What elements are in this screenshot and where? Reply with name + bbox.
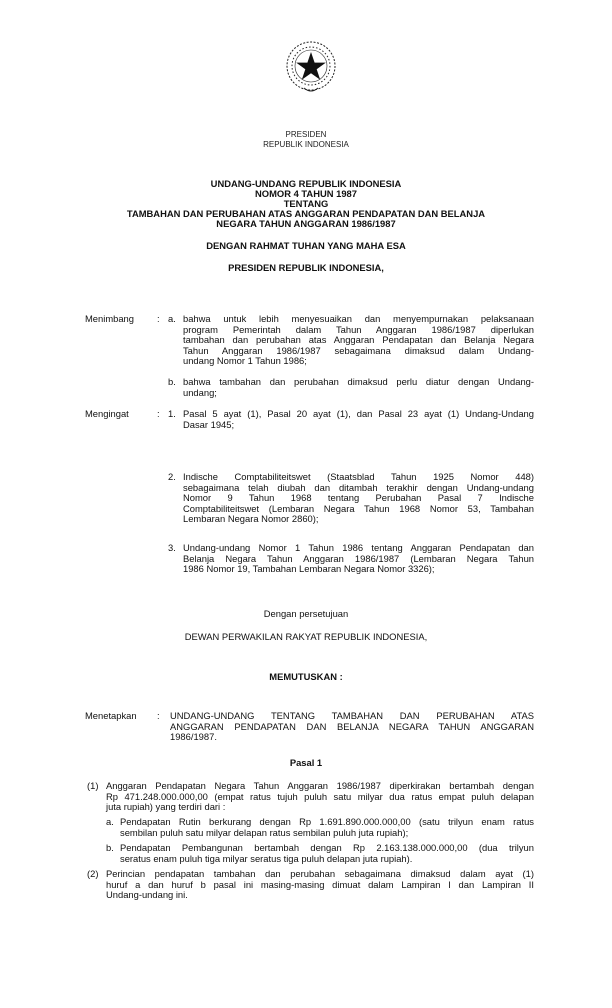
text-line: seratus enam puluh tiga milyar seratus tiga puluh delapan juta rupiah).	[120, 852, 413, 864]
decision-heading: MEMUTUSKAN :	[269, 671, 343, 682]
text-line: Pasal 5 ayat (1), Pasal 20 ayat (1), dan Pasal 23 ayat (1) Undang-Undang	[183, 408, 534, 419]
ayat-2-text	[106, 869, 534, 901]
ayat-1-b-marker: b.	[106, 842, 114, 853]
ayat-1-a-marker: a.	[106, 816, 114, 827]
letterhead-line2: REPUBLIK INDONESIA	[263, 140, 349, 149]
text-line: bahwa tambahan dan perubahan dimaksud perlu diatur dengan Undang-	[183, 376, 534, 387]
menimbang-colon: :	[157, 313, 160, 324]
text-line: Comptabiliteitswet (Lembaran Negara Tahun 1968 Nomor 53, Tambahan	[183, 502, 534, 514]
text-line: undang;	[183, 386, 217, 398]
text-line: Indische Comptabiliteitswet (Staatsblad Tahun 1925 Nomor 448)	[183, 471, 534, 482]
text-line: sebagaimana telah diubah dan ditambah terakhir dengan Undang-undang	[183, 481, 534, 493]
text-line: ANGGARAN PENDAPATAN DAN BELANJA NEGARA TAHUN ANGGARAN	[170, 720, 534, 732]
authority: PRESIDEN REPUBLIK INDONESIA,	[228, 262, 384, 273]
text-line: Tahun Anggaran 1986/1987 sebagaimana dimaksud dalam Undang-	[183, 344, 534, 356]
mengingat-3-text	[183, 543, 534, 575]
pasal-1-heading: Pasal 1	[289, 757, 323, 768]
ayat-1-text	[106, 781, 534, 813]
text-line: Undang-undang ini.	[106, 889, 188, 901]
text-line: UNDANG-UNDANG TENTANG TAMBAHAN DAN PERUBAHAN ATAS	[170, 710, 534, 721]
mengingat-1-marker: 1.	[168, 408, 176, 419]
text-line: bahwa untuk lebih menyesuaikan dan menyempurnakan pelaksanaan	[183, 313, 534, 324]
mengingat-3-marker: 3.	[168, 542, 176, 553]
text-line: Dasar 1945;	[183, 418, 235, 430]
text-line: Undang-undang Nomor 1 Tahun 1986 tentang Anggaran Pendapatan dan	[183, 542, 534, 553]
text-line: tambahan dan perubahan atas Anggaran Pendapatan dan Belanja Negara	[183, 334, 534, 346]
text-line: Pendapatan Pembangunan bertambah dengan Rp 2.163.138.000.000,00 (dua trilyun	[120, 842, 534, 853]
menimbang-a-text	[183, 314, 534, 367]
mengingat-2-marker: 2.	[168, 471, 176, 482]
ayat-1-marker: (1)	[87, 780, 99, 791]
text-line: program Pemerintah dalam Tahun Anggaran 1986/1987 diperlukan	[183, 323, 534, 335]
text-line: Lembaran Negara Nomor 2860);	[183, 513, 319, 525]
title-line2: NOMOR 4 TAHUN 1987	[255, 188, 357, 199]
approval-line2: DEWAN PERWAKILAN RAKYAT REPUBLIK INDONESIA,	[184, 631, 428, 642]
mengingat-label: Mengingat	[85, 408, 129, 419]
title-line3: TENTANG	[283, 198, 329, 209]
menimbang-b-marker: b.	[168, 376, 176, 387]
menetapkan-colon: :	[157, 710, 160, 721]
text-line: Belanja Negara Tahun Anggaran 1986/1987 (Lembaran Negara Tahun	[183, 552, 534, 564]
invocation: DENGAN RAHMAT TUHAN YANG MAHA ESA	[206, 240, 406, 251]
title-line5: NEGARA TAHUN ANGGARAN 1986/1987	[216, 218, 396, 229]
text-line: sembilan puluh satu milyar delapan ratus sembilan puluh juta rupiah);	[120, 826, 409, 838]
text-line: juta rupiah) yang terdiri dari :	[106, 801, 226, 813]
ayat-1-b-text	[120, 843, 534, 864]
menimbang-label: Menimbang	[85, 313, 134, 324]
mengingat-1-text	[183, 409, 534, 430]
text-line: undang Nomor 1 Tahun 1986;	[183, 355, 307, 367]
text-line: Anggaran Pendapatan Negara Tahun Anggaran 1986/1987 diperkirakan bertambah dengan	[106, 780, 534, 791]
text-line: Pendapatan Rutin berkurang dengan Rp 1.691.890.000.000,00 (satu trilyun enam ratus	[120, 816, 534, 827]
text-line: Rp 471.248.000.000,00 (empat ratus tujuh puluh satu milyar dua ratus empat puluh delapan	[106, 790, 534, 802]
menetapkan-text	[170, 711, 534, 743]
letterhead-line1: PRESIDEN	[285, 130, 327, 139]
menimbang-a-marker: a.	[168, 313, 176, 324]
text-line: Perincian pendapatan tambahan dan perubahan sebagaimana dimaksud dalam ayat (1)	[106, 868, 534, 879]
mengingat-colon: :	[157, 408, 160, 419]
menetapkan-label: Menetapkan	[85, 710, 137, 721]
text-line: Nomor 9 Tahun 1968 tentang Perubahan Pasal 7 Indische	[183, 492, 534, 504]
title-line1: UNDANG-UNDANG REPUBLIK INDONESIA	[210, 178, 402, 189]
ayat-1-a-text	[120, 817, 534, 838]
approval-line1: Dengan persetujuan	[263, 608, 349, 619]
ayat-2-marker: (2)	[87, 868, 99, 879]
menimbang-b-text	[183, 377, 534, 398]
text-line: 1986/1987.	[170, 731, 217, 743]
state-emblem-icon	[282, 38, 340, 96]
mengingat-2-text	[183, 472, 534, 525]
title-line4: TAMBAHAN DAN PERUBAHAN ATAS ANGGARAN PENDAPATAN DAN BELANJA	[126, 208, 486, 219]
text-line: 1986 Nomor 19, Tambahan Lembaran Negara Nomor 3326);	[183, 563, 435, 575]
text-line: huruf a dan huruf b pasal ini masing-masing dimuat dalam Lampiran I dan Lampiran II	[106, 878, 534, 890]
